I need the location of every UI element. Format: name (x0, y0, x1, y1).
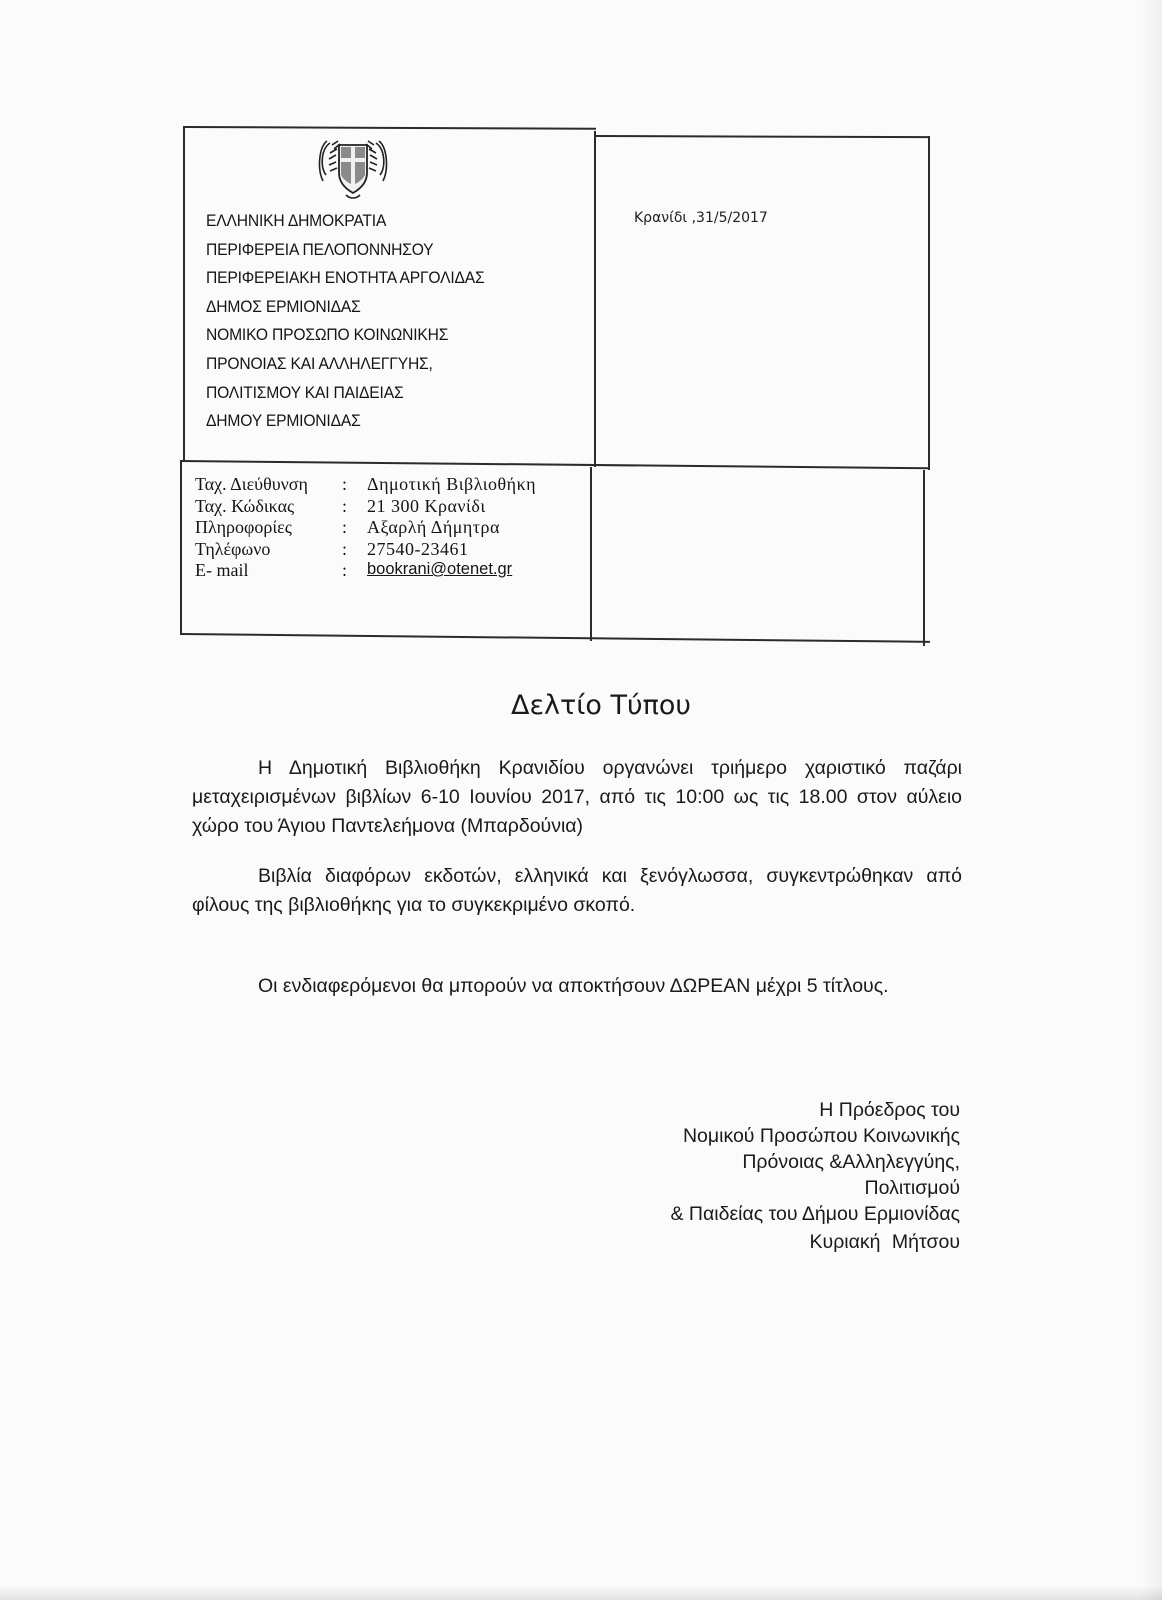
document-title: Δελτίο Τύπου (510, 690, 692, 721)
org-line: ΠΡΟΝΟΙΑΣ ΚΑΙ ΑΛΛΗΛΕΓΓΥΗΣ, (206, 353, 433, 373)
org-line: ΕΛΛΗΝΙΚΗ ΔΗΜΟΚΡΑΤΙΑ (206, 211, 387, 230)
signature-line: Η Πρόεδρος του (819, 1099, 960, 1121)
contact-separator: : (342, 517, 348, 537)
org-line: ΔΗΜΟΣ ΕΡΜΙΟΝΙΔΑΣ (206, 296, 361, 316)
body-paragraph: Οι ενδιαφερόμενοι θα μπορούν να αποκτήσουν ΔΩΡΕΑΝ μέχρι 5 τίτλους. (258, 975, 889, 997)
org-line: ΔΗΜΟΥ ΕΡΜΙΟΝΙΔΑΣ (206, 411, 361, 431)
org-line: ΝΟΜΙΚΟ ΠΡΟΣΩΠΟ ΚΟΙΝΩΝΙΚΗΣ (206, 325, 449, 345)
signature-line: Πολιτισμού (864, 1177, 960, 1199)
contact-separator: : (342, 560, 348, 580)
signature-line: Νομικού Προσώπου Κοινωνικής (682, 1125, 960, 1147)
contact-label: Πληροφορίες (195, 517, 292, 537)
contact-value: 27540-23461 (367, 538, 469, 559)
contact-separator: : (342, 495, 348, 516)
body-paragraph: Η Δημοτική Βιβλιοθήκη Κρανιδίου οργανώνει τριήμερο χαριστικό παζάρι μεταχειρισμένων βιβλίων 6-10 Ιουνίου 2017, από τις 10:00 ως τις 18.00 στον αύλειο χώρο του Άγιου Παντελεήμονα (Μπαρδούνια) (192, 757, 962, 837)
org-line: ΠΟΛΙΤΙΣΜΟΥ ΚΑΙ ΠΑΙΔΕΙΑΣ (206, 382, 404, 402)
signature-line: & Παιδείας του Δήμου Ερμιονίδας (670, 1203, 960, 1225)
signature-line: Πρόνοιας &Αλληλεγγύης, (742, 1151, 960, 1173)
contact-separator: : (342, 538, 348, 559)
contact-label: Ταχ. Διεύθυνση (195, 474, 308, 494)
contact-value: Αξαρλή Δήμητρα (367, 517, 500, 537)
org-line: ΠΕΡΙΦΕΡΕΙΑΚΗ ΕΝΟΤΗΤΑ ΑΡΓΟΛΙΔΑΣ (206, 268, 485, 288)
email-link[interactable]: bookrani@otenet.gr (367, 560, 513, 578)
contact-separator: : (342, 474, 348, 494)
contact-label: Ταχ. Κώδικας (195, 495, 295, 516)
page-edge-shadow-bottom (0, 1586, 1162, 1600)
signatory-name: Κυριακή Μήτσου (809, 1231, 960, 1253)
greek-coat-of-arms-icon (318, 137, 388, 201)
body-paragraph: Βιβλία διαφόρων εκδοτών, ελληνικά και ξενόγλωσσα, συγκεντρώθηκαν από φίλους της βιβλιοθήκης για το συγκεκριμένο σκοπό. (192, 865, 962, 916)
organization-header (206, 207, 485, 436)
page-edge-shadow (1140, 0, 1162, 1600)
contact-value: 21 300 Κρανίδι (367, 495, 486, 516)
contact-label: E- mail (195, 560, 249, 580)
contact-value: Δημοτική Βιβλιοθήκη (367, 474, 537, 494)
org-line: ΠΕΡΙΦΕΡΕΙΑ ΠΕΛΟΠΟΝΝΗΣΟΥ (206, 239, 434, 259)
signature-block (670, 1097, 960, 1227)
contact-label: Τηλέφωνο (195, 538, 271, 559)
document-date: Κρανίδι ,31/5/2017 (634, 210, 768, 226)
